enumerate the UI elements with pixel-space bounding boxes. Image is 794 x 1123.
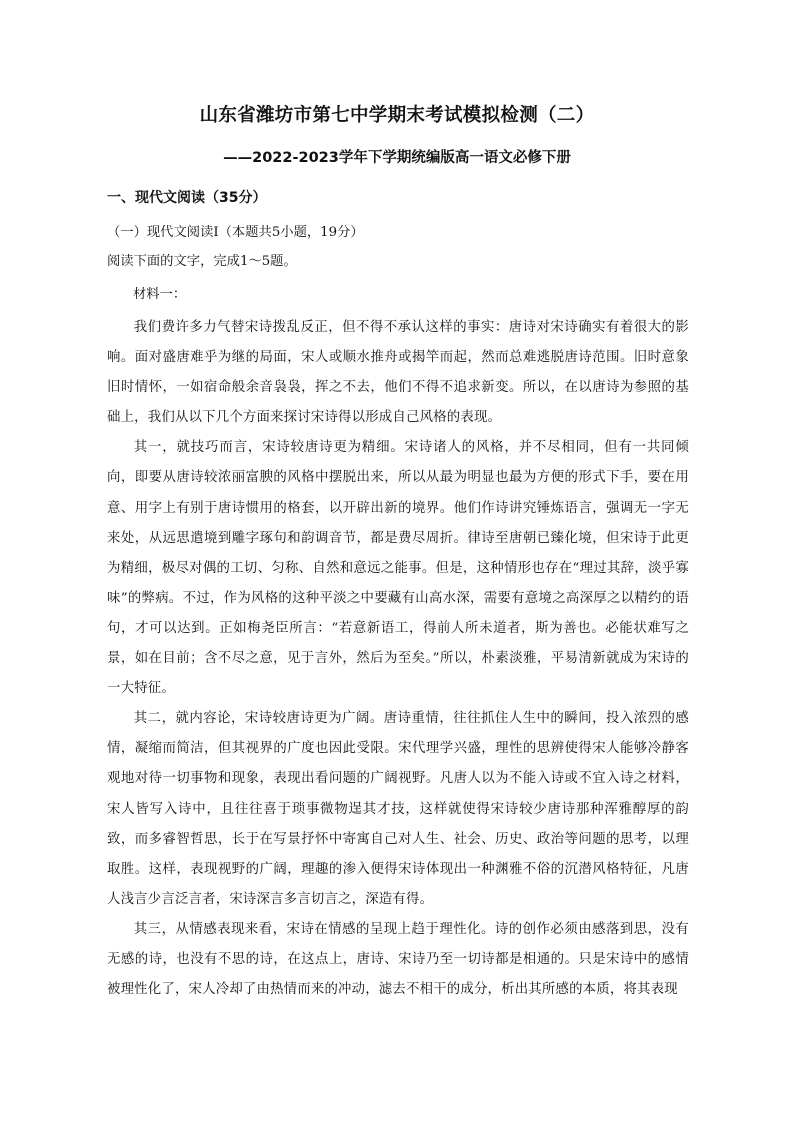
paragraph-2: 其一，就技巧而言，宋诗较唐诗更为精细。宋诗诸人的风格，并不尽相同，但有一共同倾向，即要从唐诗较浓丽富腴的风格中摆脱出来，所以从最为明显也最为方便的形式下手，要在用意、用字上有别于唐诗惯用的格套，以开辟出新的境界。他们作诗讲究锤炼语言，强调无一字无来处，从远思遣境到雕字琢句和韵调音节，都是费尽周折。律诗至唐朝已臻化境，但宋诗于此更为精细，极尽对偶的工切、匀称、自然和意远之能事。但是，这种情形也存在“理过其辞，淡乎寡味”的弊病。不过，作为风格的这种平淡之中要藏有山高水深，需要有意境之高深厚之以精约的语句，才可以达到。正如梅尧臣所言：“若意新语工，得前人所未道者，斯为善也。必能状难写之景，如在目前；含不尽之意，见于言外，然后为至矣。”所以，朴素淡雅，平易清新就成为宋诗的一大特征。 — [107, 440, 689, 697]
section-heading: 一、现代文阅读（35分） — [107, 190, 267, 206]
document-title: 山东省潍坊市第七中学期末考试模拟检测（二） — [199, 105, 595, 126]
paragraph-3: 其二，就内容论，宋诗较唐诗更为广阔。唐诗重情，往往抓住人生中的瞬间，投入浓烈的感情，凝缩而简洁，但其视界的广度也因此受限。宋代理学兴盛，理性的思辨使得宋人能够冷静客观地对待一切事物和现象，表现出看问题的广阔视野。凡唐人以为不能入诗或不宜入诗之材料，宋人皆写入诗中，且往往喜于琐事微物逞其才技，这样就使得宋诗较少唐诗那种浑雅醇厚的韵致，而多睿智哲思，长于在写景抒怀中寄寓自己对人生、社会、历史、政治等问题的思考，以理取胜。这样，表现视野的广阔，理趣的渗入便得宋诗体现出一种渊雅不俗的沉潜风格特征，凡唐人浅言少言泛言者，宋诗深言多言切言之，深造有得。 — [107, 711, 689, 907]
subsection-heading: （一）现代文阅读Ⅰ（本题共5小题，19分） — [107, 225, 364, 240]
reading-instruction: 阅读下面的文字，完成1～5题。 — [107, 254, 297, 269]
article-body — [107, 313, 689, 1005]
document-subtitle: ——2022-2023学年下学期统编版高一语文必修下册 — [223, 150, 571, 166]
paragraph-4: 其三，从情感表现来看，宋诗在情感的呈现上趋于理性化。诗的创作必须由感落到思，没有无感的诗，也没有不思的诗，在这点上，唐诗、宋诗乃至一切诗都是相通的。只是宋诗中的感情被理性化了，宋人冷却了由热情而来的冲动，滤去不相干的成分，析出其所感的本质，将其表现 — [107, 921, 689, 998]
paragraph-1: 我们费许多力气替宋诗拨乱反正，但不得不承认这样的事实：唐诗对宋诗确实有着很大的影响。面对盛唐难乎为继的局面，宋人或顺水推舟或揭竿而起，然而总难逃脱唐诗范围。旧时意象旧时情怀，一如宿命般余音袅袅，挥之不去，他们不得不追求新变。所以，在以唐诗为参照的基础上，我们从以下几个方面来探讨宋诗得以形成自己风格的表现。 — [107, 320, 689, 426]
material-label: 材料一： — [133, 287, 187, 302]
